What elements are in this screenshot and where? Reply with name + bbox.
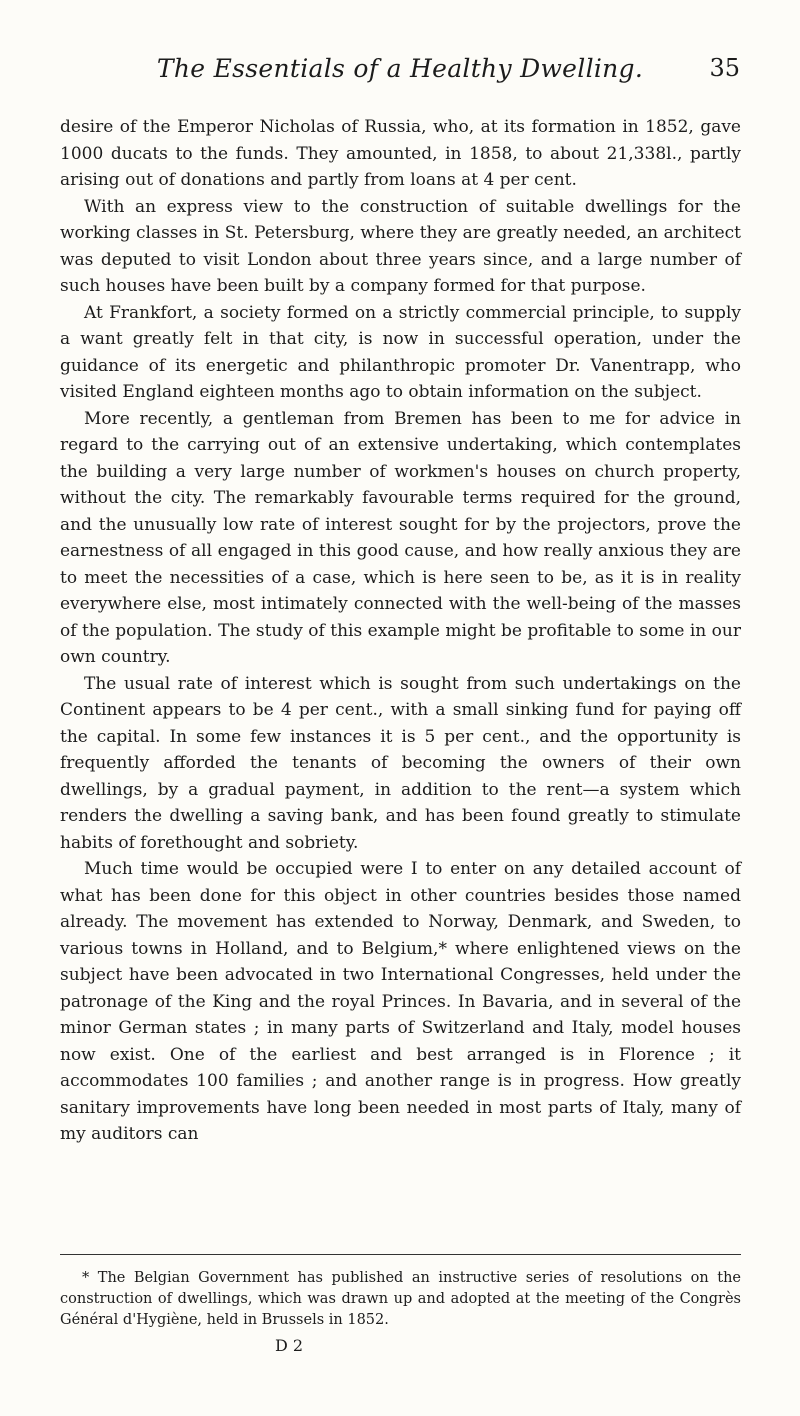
footnote-text: * The Belgian Government has published an instructive series of resolutions on the construction of dwellings, which was drawn up and adopted at the meeting of the Congrès Général d'Hygiène, held in Brussels in 1852. [60, 1270, 741, 1328]
paragraph: desire of the Emperor Nicholas of Russia, who, at its formation in 1852, gave 1000 ducats to the funds. They amounted, in 1858, to about 21,338l., partly arising out of donations and partly from loans at 4 per cent. [60, 117, 741, 190]
running-head [60, 54, 740, 94]
footnote [60, 1268, 741, 1331]
signature-mark: D 2 [275, 1336, 304, 1355]
body-text [60, 114, 741, 1148]
running-title: The Essentials of a Healthy Dwelling. [156, 54, 644, 83]
paragraph: The usual rate of interest which is sought from such undertakings on the Continent appears to be 4 per cent., with a small sinking fund for paying off the capital. In some few instances it is 5 per cent., and the opportunity is frequently afforded the tenants of becoming the owners of their own dwellings, by a gradual payment, in addition to the rent—a system which renders the dwelling a saving bank, and has been found greatly to stimulate habits of forethought and sobriety. [60, 673, 741, 853]
paragraph: More recently, a gentleman from Bremen has been to me for advice in regard to the carrying out of an extensive undertaking, which contemplates the building a very large number of workmen's houses on church property, without the city. The remarkably favourable terms required for the ground, and the unusually low rate of interest sought for by the projectors, prove the earnestness of all engaged in this good cause, and how really anxious they are to meet the necessities of a case, which is here seen to be, as it is in reality everywhere else, most intimately connected with the well-being of the masses of the population. The study of this example might be profitable to some in our own country. [60, 408, 741, 667]
paragraph: At Frankfort, a society formed on a strictly commercial principle, to supply a want greatly felt in that city, is now in successful operation, under the guidance of its energetic and philanthropic promoter Dr. Vanentrapp, who visited England eighteen months ago to obtain information on the subject. [60, 302, 741, 402]
page-number: 35 [709, 54, 740, 82]
paragraph: With an express view to the construction of suitable dwellings for the working classes in St. Petersburg, where they are greatly needed, an architect was deputed to visit London about three years since, and a large number of such houses have been built by a company formed for that purpose. [60, 196, 741, 296]
footnote-rule [60, 1254, 741, 1255]
paragraph: Much time would be occupied were I to enter on any detailed account of what has been done for this object in other countries besides those named already. The movement has extended to Norway, Denmark, and Sweden, to various towns in Holland, and to Belgium,* where enlightened views on the subject have been advocated in two International Congresses, held under the patronage of the King and the royal Princes. In Bavaria, and in several of the minor German states ; in many parts of Switzerland and Italy, model houses now exist. One of the earliest and best arranged is in Florence ; it accommodates 100 families ; and another range is in progress. How greatly sanitary improvements have long been needed in most parts of Italy, many of my auditors can [60, 859, 741, 1144]
